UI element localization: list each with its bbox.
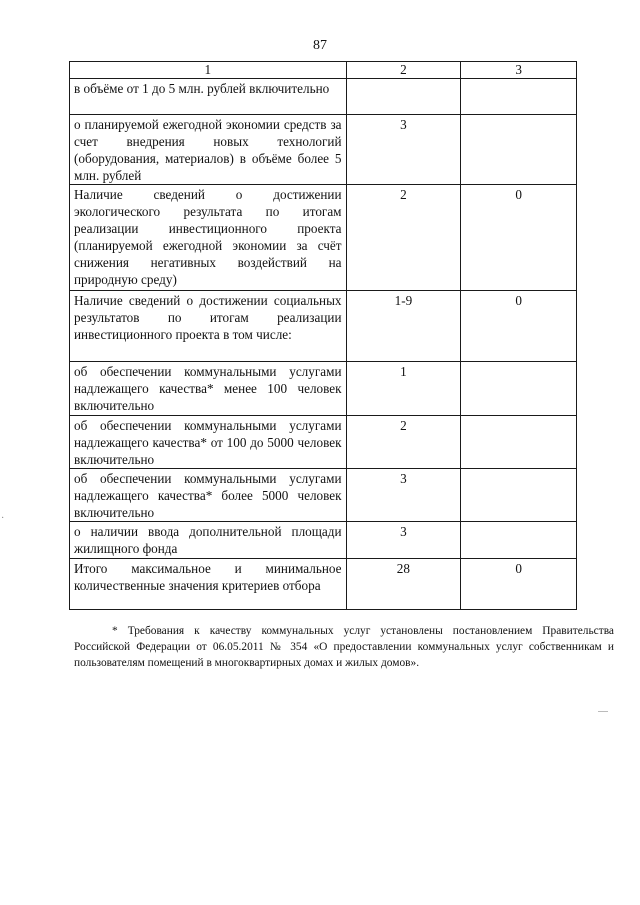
- criterion-points: 28: [346, 559, 461, 610]
- criterion-extra: [461, 469, 577, 522]
- criterion-text: об обеспечении коммунальными услугами надлежащего качества* менее 100 человек включительно: [70, 362, 347, 416]
- criterion-points: 2: [346, 185, 461, 291]
- table-row: [70, 115, 577, 185]
- criterion-points: 2: [346, 416, 461, 469]
- criterion-text: о наличии ввода дополнительной площади жилищного фонда: [70, 522, 347, 559]
- table-row-total: [70, 559, 577, 610]
- table-row: [70, 185, 577, 291]
- criterion-extra: [461, 416, 577, 469]
- column-header-1: 1: [70, 62, 347, 79]
- footnote: * Требования к качеству коммунальных услуг установлены постановлением Правительства Российской Федерации от 06.05.2011 № 354 «О предоставлении коммунальных услуг собственникам и пользователям помещений в многоквартирных домах и жилых домов».: [74, 625, 614, 669]
- table-row: [70, 416, 577, 469]
- criterion-points: 3: [346, 469, 461, 522]
- criterion-points: 3: [346, 522, 461, 559]
- table-row: [70, 522, 577, 559]
- criterion-text: Наличие сведений о достижении социальных результатов по итогам реализации инвестиционного проекта в том числе:: [70, 291, 347, 362]
- column-header-2: 2: [346, 62, 461, 79]
- edge-mark: [598, 711, 608, 712]
- criterion-text: Наличие сведений о достижении экологического результата по итогам реализации инвестиционного проекта (планируемой ежегодной экономии за счёт снижения негативных воздействий на природную среду): [70, 185, 347, 291]
- table-row: [70, 79, 577, 115]
- criteria-table: [69, 61, 577, 610]
- page-number: 87: [313, 38, 327, 53]
- criterion-text: о планируемой ежегодной экономии средств за счет внедрения новых технологий (оборудования, материалов) в объёме более 5 млн. рублей: [70, 115, 347, 185]
- criterion-extra: [461, 79, 577, 115]
- criterion-extra: [461, 115, 577, 185]
- table-header-row: [70, 62, 577, 79]
- criterion-text: об обеспечении коммунальными услугами надлежащего качества* более 5000 человек включительно: [70, 469, 347, 522]
- criterion-points: 1: [346, 362, 461, 416]
- criterion-extra: [461, 522, 577, 559]
- criterion-extra: 0: [461, 291, 577, 362]
- margin-mark: ·: [1, 513, 5, 524]
- criterion-extra: [461, 362, 577, 416]
- criterion-points: [346, 79, 461, 115]
- criterion-extra: 0: [461, 559, 577, 610]
- criterion-text: Итого максимальное и минимальное количественные значения критериев отбора: [70, 559, 347, 610]
- table-row: [70, 362, 577, 416]
- criterion-extra: 0: [461, 185, 577, 291]
- table-row: [70, 469, 577, 522]
- criterion-text: об обеспечении коммунальными услугами надлежащего качества* от 100 до 5000 человек включительно: [70, 416, 347, 469]
- criterion-text: в объёме от 1 до 5 млн. рублей включительно: [70, 79, 347, 115]
- criterion-points: 3: [346, 115, 461, 185]
- column-header-3: 3: [461, 62, 577, 79]
- table-row: [70, 291, 577, 362]
- criterion-points: 1-9: [346, 291, 461, 362]
